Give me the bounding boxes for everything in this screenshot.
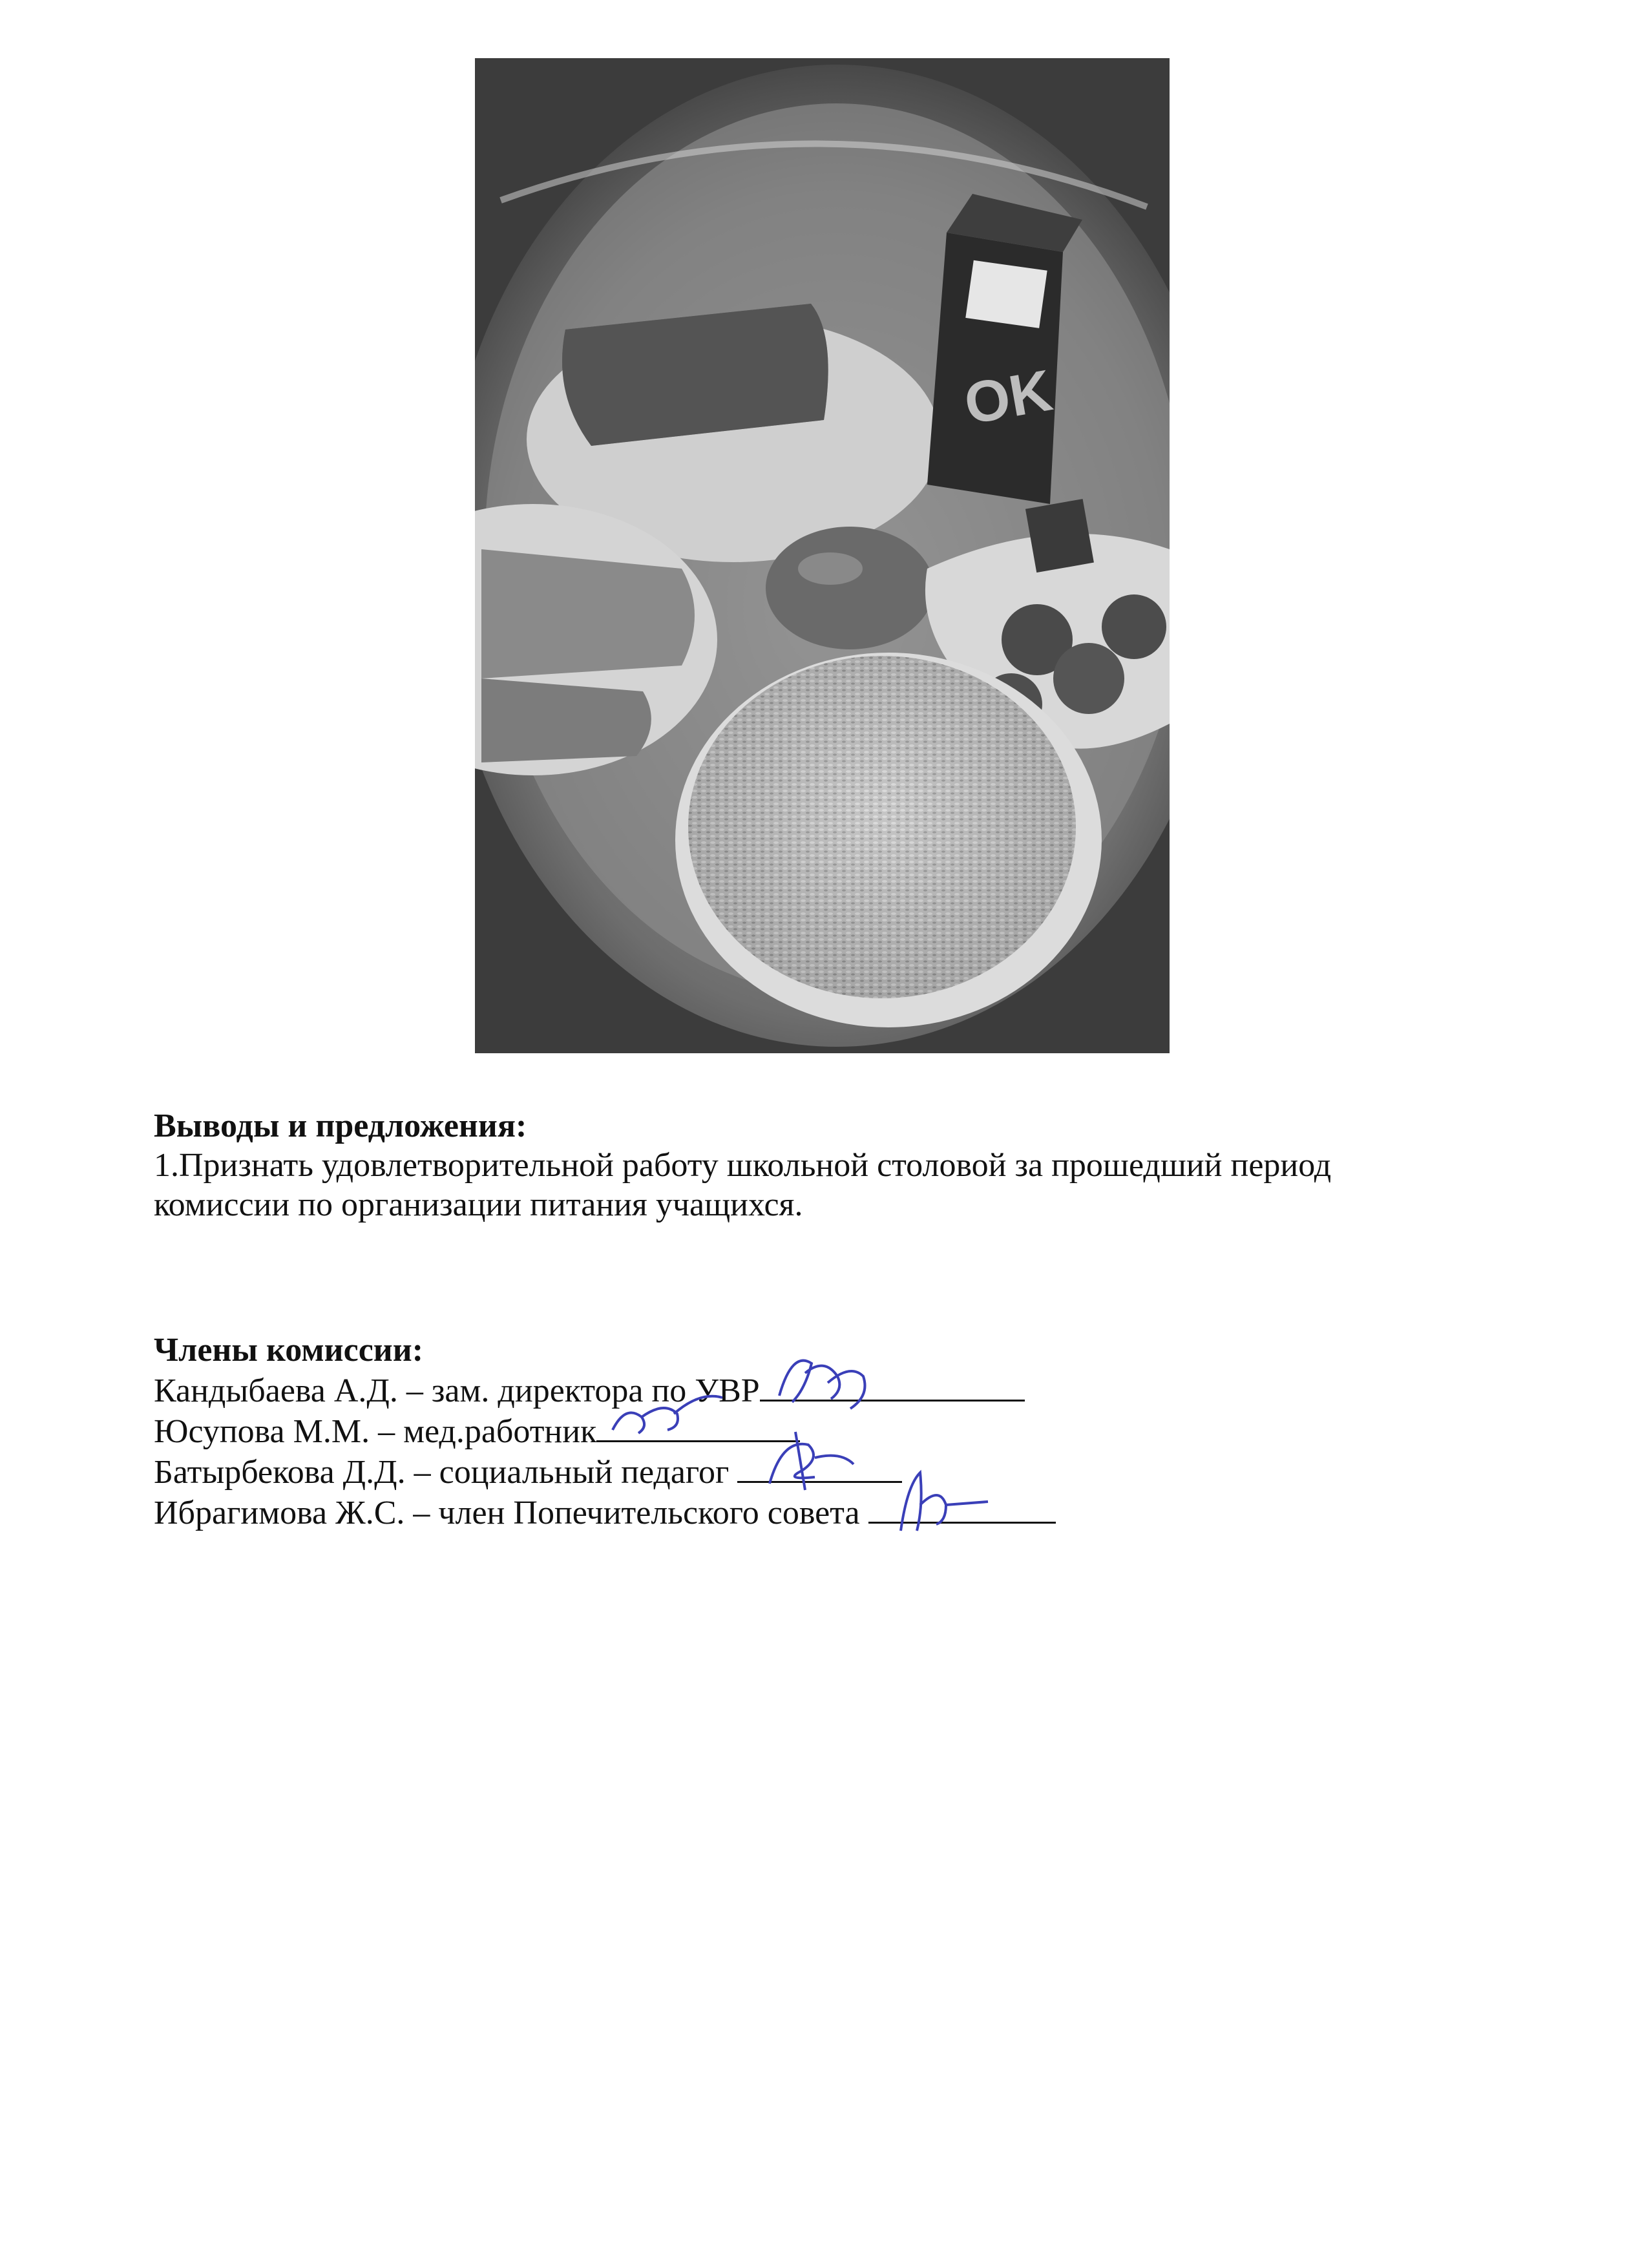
member-text: Ибрагимова Ж.С. – член Попечительского совета bbox=[154, 1495, 868, 1531]
food-tray-photo bbox=[475, 58, 1170, 1053]
member-row bbox=[154, 1370, 1543, 1411]
signature-line bbox=[868, 1492, 1056, 1524]
conclusion-line-2: комиссии по организации питания учащихся. bbox=[154, 1186, 803, 1223]
document-body bbox=[154, 1106, 1543, 1533]
conclusions-heading: Выводы и предложения: bbox=[154, 1108, 527, 1144]
food-tray-image bbox=[475, 58, 1170, 1053]
handwritten-signature-icon bbox=[603, 1378, 732, 1449]
handwritten-signature-icon bbox=[744, 1419, 873, 1503]
commission-section bbox=[154, 1330, 1543, 1533]
svg-text:OK: OK bbox=[960, 358, 1057, 437]
conclusion-line-1: 1.Признать удовлетворительной работу школьной столовой за прошедший период bbox=[154, 1147, 1332, 1184]
member-text: Кандыбаева А.Д. – зам. директора по УВР bbox=[154, 1372, 760, 1409]
member-text: Батырбекова Д.Д. – социальный педагог bbox=[154, 1454, 738, 1491]
handwritten-signature-icon bbox=[875, 1460, 1011, 1550]
commission-heading: Члены комиссии: bbox=[154, 1332, 424, 1369]
handwritten-signature-icon bbox=[766, 1338, 883, 1415]
member-text: Юсупова М.М. – мед.работник bbox=[154, 1413, 597, 1450]
member-row bbox=[154, 1451, 1543, 1492]
member-row bbox=[154, 1492, 1543, 1533]
signature-line bbox=[760, 1370, 1025, 1402]
